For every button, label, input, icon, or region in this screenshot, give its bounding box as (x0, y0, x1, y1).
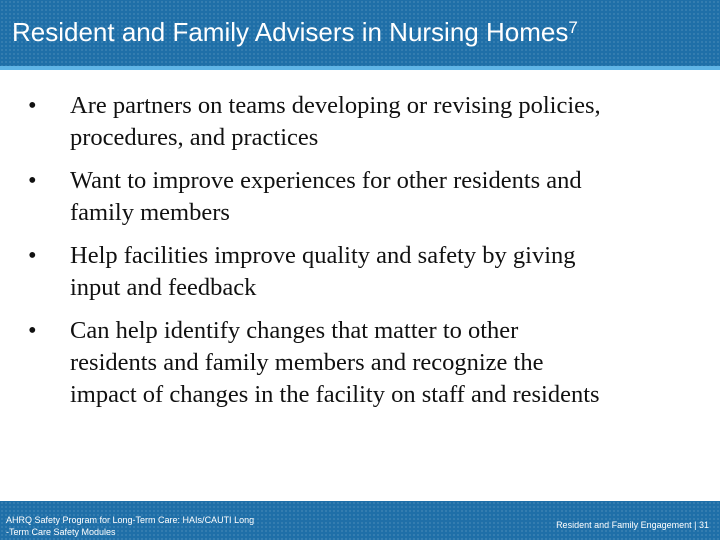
bullet-text-line: residents and family members and recognize the (70, 349, 544, 376)
bullet-text-line: Help facilities improve quality and safety by giving (70, 242, 576, 269)
title-divider (0, 66, 720, 70)
title-footnote-marker: 7 (568, 18, 578, 37)
bullet-text-line: impact of changes in the facility on staff and residents (70, 381, 600, 408)
footer-program-name (6, 514, 254, 538)
bullet-dot-icon: • (28, 92, 37, 119)
title-bar (0, 0, 720, 66)
bullet-item (0, 240, 720, 304)
bullet-text-line: Can help identify changes that matter to other (70, 317, 519, 344)
bullet-text-line: input and feedback (70, 274, 257, 301)
bullet-dot-icon: • (28, 167, 37, 194)
bullet-item (0, 90, 720, 154)
bullet-text-line: Want to improve experiences for other residents and (70, 167, 582, 194)
slide-title-text: Resident and Family Advisers in Nursing Homes (12, 17, 569, 47)
bullet-dot-icon: • (28, 242, 37, 269)
bullet-item (0, 165, 720, 229)
bullet-text-line: family members (70, 199, 230, 226)
footer-section-page-number: Resident and Family Engagement | 31 (556, 520, 709, 530)
footer-program-line: -Term Care Safety Modules (6, 527, 116, 537)
footer-program-line: AHRQ Safety Program for Long-Term Care: HAIs/CAUTI Long (6, 515, 255, 525)
footer-bar (0, 501, 720, 540)
bullet-dot-icon: • (28, 317, 37, 344)
slide-title (12, 14, 578, 50)
bullet-item (0, 315, 720, 411)
bullet-text-line: procedures, and practices (70, 124, 319, 151)
bullet-text-line: Are partners on teams developing or revising policies, (70, 92, 601, 119)
bullet-list (0, 90, 720, 422)
